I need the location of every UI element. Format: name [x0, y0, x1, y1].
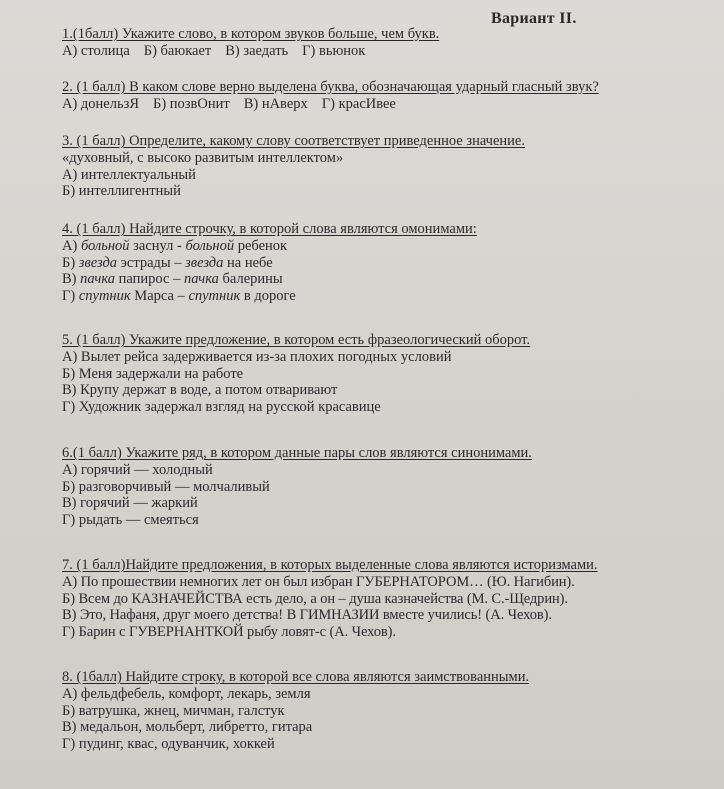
option-c: В) Это, Нафаня, друг моего детства! В ГИМНАЗИИ вместе учились! (А. Чехов).	[62, 607, 552, 623]
question-2-options	[62, 96, 694, 113]
option-letter: Г)	[62, 287, 79, 304]
option-d	[62, 288, 694, 305]
option-b: Б) интеллигентный	[62, 183, 181, 199]
question-1	[62, 26, 694, 60]
option-a: А) Вылет рейса задерживается из-за плохих погодных условий	[62, 349, 452, 365]
option-text: балерины	[218, 271, 283, 287]
option-a: А) столица	[62, 43, 130, 59]
option-d: Г) рыдать — смеяться	[62, 511, 199, 528]
emphasized-word: спутник	[188, 287, 241, 304]
emphasized-word: пачка	[183, 271, 219, 287]
option-letter: В)	[62, 271, 81, 287]
option-a: А) фельдфебель, комфорт, лекарь, земля	[62, 686, 311, 702]
option-c: В) Крупу держат в воде, а потом отваривают	[62, 382, 338, 398]
option-c	[62, 271, 694, 288]
option-b: Б) Меня задержали на работе	[62, 365, 244, 382]
question-3-title: 3. (1 балл) Определите, какому слову соответствует приведенное значение.	[62, 133, 525, 149]
option-text: ребенок	[234, 238, 288, 254]
question-1-options	[62, 43, 694, 60]
option-b: Б) баюкает	[143, 43, 212, 59]
question-6-title: 6.(1 балл) Укажите ряд, в котором данные пары слов являются синонимами.	[62, 445, 532, 461]
question-4	[62, 221, 694, 304]
emphasized-word: больной	[80, 238, 130, 254]
option-b: Б) Всем до КАЗНАЧЕЙСТВА есть дело, а он – душа казначейства (М. С.-Щедрин).	[62, 590, 568, 607]
question-3	[62, 133, 694, 200]
option-c: В) заедать	[225, 43, 289, 59]
option-text: в дороге	[240, 287, 296, 304]
question-4-title: 4. (1 балл) Найдите строчку, в которой слова являются омонимами:	[62, 221, 477, 237]
question-6	[62, 445, 694, 528]
option-a: А) донельзЯ	[62, 96, 139, 112]
question-3-meaning: «духовный, с высоко развитым интеллектом»	[62, 150, 344, 166]
variant-heading: Вариант II.	[491, 10, 577, 27]
option-c: В) нАверх	[243, 96, 308, 112]
question-7	[62, 557, 694, 640]
question-7-title: 7. (1 балл)Найдите предложения, в которых выделенные слова являются историзмами.	[62, 557, 598, 573]
option-c: В) горячий — жаркий	[62, 495, 198, 511]
question-8-title: 8. (1балл) Найдите строку, в которой все слова являются заимствованными.	[62, 669, 530, 685]
question-2	[62, 79, 694, 113]
question-2-title: 2. (1 балл) В каком слове верно выделена буква, обозначающая ударный гласный звук?	[62, 79, 599, 95]
option-text: заснул -	[129, 238, 186, 254]
option-d: Г) пудинг, квас, одуванчик, хоккей	[62, 735, 275, 752]
question-5-title: 5. (1 балл) Укажите предложение, в котором есть фразеологический оборот.	[62, 332, 531, 348]
option-d: Г) красИвее	[321, 96, 396, 112]
option-c: В) медальон, мольберт, либретто, гитара	[62, 719, 313, 735]
option-b	[62, 255, 694, 272]
emphasized-word: спутник	[78, 287, 131, 304]
option-letter: А)	[62, 238, 81, 254]
option-d: Г) Барин с ГУВЕРНАНТКОЙ рыбу ловят-с (А. Чехов).	[62, 623, 396, 640]
emphasized-word: больной	[185, 238, 235, 254]
option-letter: Б)	[62, 254, 79, 271]
option-text: эстрады –	[117, 254, 186, 271]
option-a: А) интеллектуальный	[62, 166, 196, 183]
option-text: папирос –	[115, 271, 184, 287]
option-b: Б) ватрушка, жнец, мичман, галстук	[62, 702, 285, 719]
option-a: А) По прошествии немногих лет он был избран ГУБЕРНАТОРОМ… (Ю. Нагибин).	[62, 574, 575, 590]
emphasized-word: звезда	[78, 254, 118, 271]
option-a	[62, 238, 694, 255]
question-5	[62, 332, 694, 415]
option-a: А) горячий — холодный	[62, 462, 213, 478]
option-d: Г) вьюнок	[302, 43, 366, 59]
question-1-title: 1.(1балл) Укажите слово, в котором звуков больше, чем букв.	[62, 26, 440, 42]
option-b: Б) позвОнит	[153, 96, 230, 112]
option-text: на небе	[223, 254, 273, 271]
option-b: Б) разговорчивый — молчаливый	[62, 478, 270, 495]
question-8	[62, 669, 694, 752]
emphasized-word: пачка	[80, 271, 116, 287]
emphasized-word: звезда	[185, 254, 224, 271]
option-d: Г) Художник задержал взгляд на русской красавице	[62, 398, 381, 415]
option-text: Марса –	[130, 287, 189, 304]
